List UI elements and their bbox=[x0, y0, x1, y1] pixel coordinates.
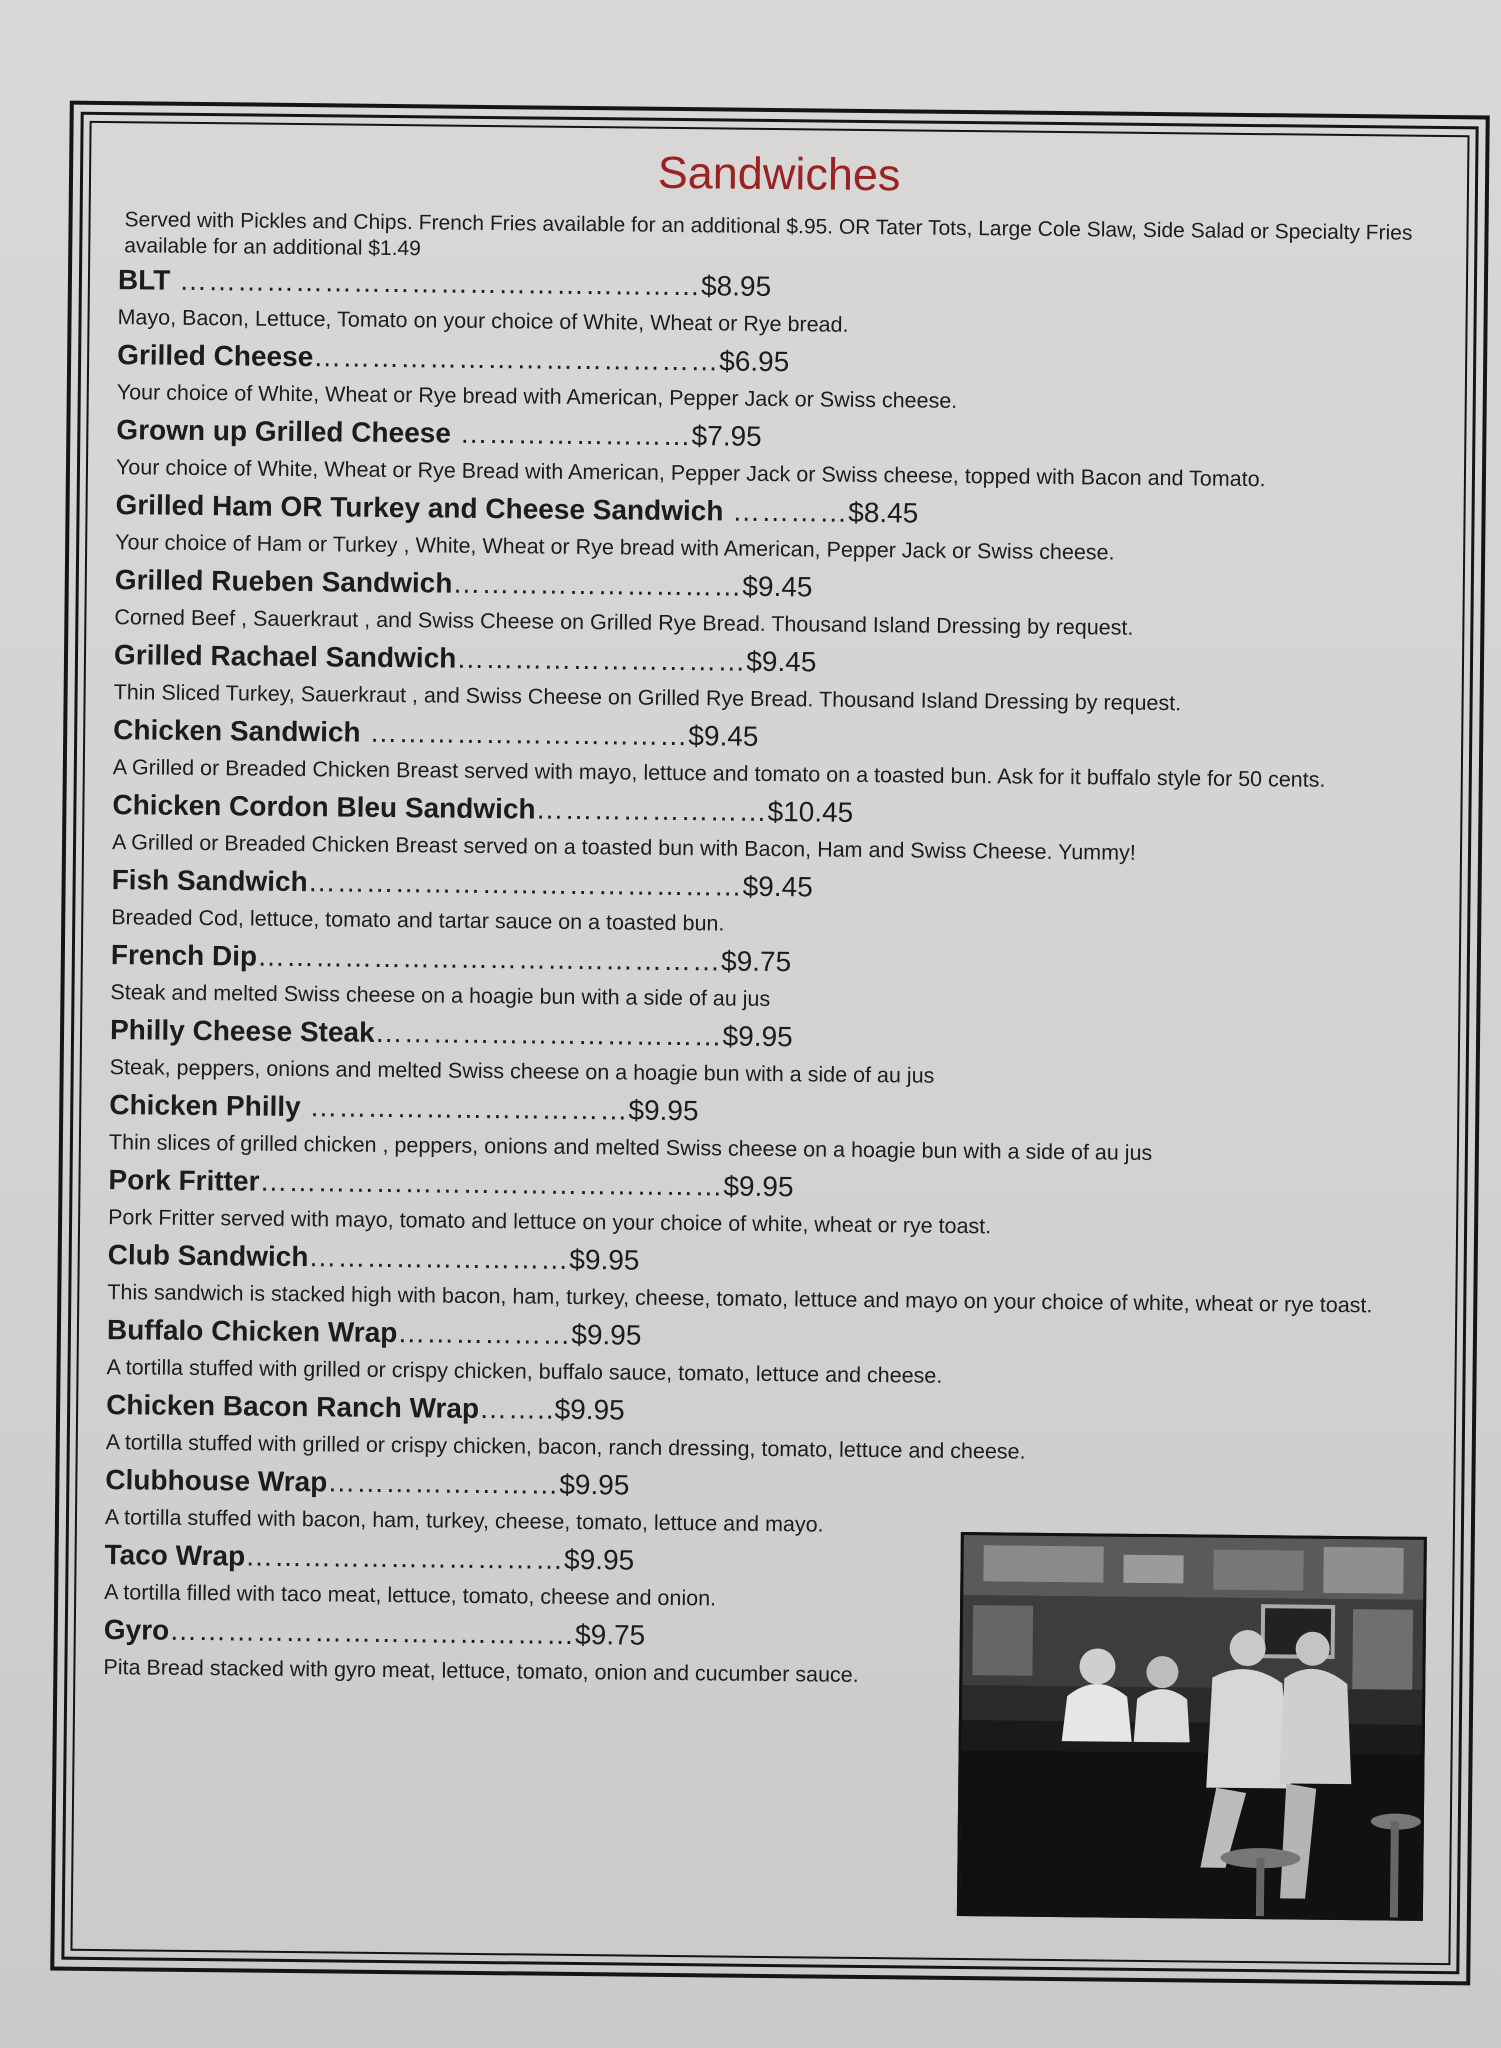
menu-item-price: $9.95 bbox=[569, 1243, 640, 1276]
menu-item-heading bbox=[107, 1313, 1427, 1361]
menu-item-leader-dots: …………………… bbox=[535, 793, 768, 827]
menu-item-description: Pita Bread stacked with gyro meat, lettuce, tomato, onion and cucumber sauce. bbox=[103, 1655, 859, 1687]
menu-item-price: $9.95 bbox=[722, 1020, 793, 1053]
menu-item-heading bbox=[105, 1463, 1425, 1511]
menu-item-name: Grilled Ham OR Turkey and Cheese Sandwich bbox=[115, 489, 724, 527]
menu-item-description: A tortilla stuffed with grilled or crispy chicken, bacon, ranch dressing, tomato, lettuce and cheese. bbox=[105, 1430, 1026, 1464]
menu-item-leader-dots: …………………………… bbox=[244, 1540, 565, 1575]
menu-item-leader-dots: …….. bbox=[478, 1392, 555, 1425]
menu-item-heading bbox=[115, 488, 1435, 536]
menu-title: Sandwiches bbox=[657, 146, 901, 201]
menu-item-name: Chicken Bacon Ranch Wrap bbox=[106, 1389, 480, 1424]
menu-item-price: $9.45 bbox=[742, 570, 813, 603]
menu-item-price: $8.45 bbox=[848, 496, 919, 529]
menu-item-name: Grown up Grilled Cheese bbox=[116, 414, 452, 449]
menu-item-name: Buffalo Chicken Wrap bbox=[106, 1314, 398, 1349]
menu-item bbox=[111, 863, 1432, 946]
menu-item bbox=[117, 263, 1438, 346]
menu-item-name: Fish Sandwich bbox=[111, 864, 308, 898]
menu-item-description: Your choice of White, Wheat or Rye bread with American, Pepper Jack or Swiss cheese. bbox=[116, 380, 958, 413]
menu-item-price: $9.45 bbox=[742, 870, 813, 903]
menu-item-description: Steak and melted Swiss cheese on a hoagie bun with a side of au jus bbox=[110, 980, 771, 1011]
menu-item-price: $9.45 bbox=[688, 720, 759, 752]
menu-item-leader-dots: …………………………………… bbox=[313, 341, 720, 377]
menu-item-name: BLT bbox=[117, 264, 171, 296]
menu-item-description: Pork Fritter served with mayo, tomato and lettuce on your choice of white, wheat or rye toast. bbox=[108, 1205, 992, 1239]
menu-item-description: Your choice of White, Wheat or Rye Bread with American, Pepper Jack or Swiss cheese, topped with Bacon and Tomato. bbox=[115, 455, 1266, 492]
menu-item-description: A Grilled or Breaded Chicken Breast served on a toasted bun with Bacon, Ham and Swiss Cheese. Yummy! bbox=[111, 830, 1136, 865]
menu-item-description: A tortilla filled with taco meat, lettuce, tomato, cheese and onion. bbox=[104, 1580, 717, 1611]
menu-item-description: Your choice of Ham or Turkey , White, Wheat or Rye bread with American, Pepper Jack or Swiss cheese. bbox=[115, 530, 1115, 565]
menu-item bbox=[107, 1238, 1428, 1321]
menu-item-price: $6.95 bbox=[719, 345, 790, 378]
menu-item-leader-dots: ……………………………………… bbox=[307, 866, 743, 902]
menu-item bbox=[108, 1163, 1429, 1246]
menu-item-leader-dots: ………………………… bbox=[452, 567, 743, 602]
menu-item-heading bbox=[110, 1013, 1430, 1061]
menu-item-name: Chicken Philly bbox=[109, 1089, 301, 1123]
menu-item-heading bbox=[108, 1238, 1428, 1286]
menu-item-description: Steak, peppers, onions and melted Swiss cheese on a hoagie bun with a side of au jus bbox=[109, 1055, 935, 1088]
menu-item-description: A Grilled or Breaded Chicken Breast served with mayo, lettuce and tomato on a toasted bun. Ask for it buffalo style for 50 cents. bbox=[112, 755, 1326, 792]
menu-item bbox=[114, 563, 1435, 646]
menu-item-name: Club Sandwich bbox=[107, 1239, 309, 1273]
menu-item-name: Philly Cheese Steak bbox=[109, 1014, 375, 1048]
menu-item-heading bbox=[116, 413, 1436, 461]
menu-item-price: $10.45 bbox=[767, 795, 854, 828]
menu-item bbox=[113, 638, 1434, 721]
menu-item-leader-dots: …………………………………… bbox=[169, 1614, 576, 1650]
menu-item-name: Chicken Cordon Bleu Sandwich bbox=[112, 789, 536, 825]
menu-item-leader-dots: ………………………………………… bbox=[256, 940, 722, 977]
menu-item-heading bbox=[111, 863, 1431, 911]
menu-item-price: $9.75 bbox=[720, 945, 792, 978]
menu-item bbox=[106, 1388, 1427, 1471]
menu-item-price: $7.95 bbox=[691, 420, 762, 452]
menu-item-name: Grilled Rueben Sandwich bbox=[114, 564, 453, 599]
menu-item-price: $9.95 bbox=[571, 1318, 642, 1351]
menu-item bbox=[105, 1463, 1426, 1546]
menu-item-name: Grilled Cheese bbox=[117, 339, 314, 373]
menu-item bbox=[117, 338, 1438, 421]
menu-item-description: Thin slices of grilled chicken , peppers, onions and melted Swiss cheese on a hoagie bun with a side of au jus bbox=[108, 1130, 1153, 1166]
menu-item-list bbox=[103, 263, 1438, 1696]
menu-item-leader-dots: ………… bbox=[723, 495, 849, 528]
menu-item-price: $9.45 bbox=[746, 645, 817, 678]
menu-item-leader-dots: …………………… bbox=[327, 1466, 560, 1500]
menu-item bbox=[112, 788, 1433, 871]
menu-item-heading bbox=[112, 788, 1432, 836]
menu-item-name: Taco Wrap bbox=[104, 1539, 246, 1572]
menu-item bbox=[115, 488, 1436, 571]
menu-item-name: Clubhouse Wrap bbox=[105, 1464, 328, 1498]
menu-item bbox=[106, 1313, 1427, 1396]
menu-item-leader-dots: …………………………… bbox=[300, 1091, 629, 1126]
menu-item-description: A tortilla stuffed with bacon, ham, turkey, cheese, tomato, lettuce and mayo. bbox=[104, 1505, 824, 1537]
menu-item-heading bbox=[108, 1163, 1428, 1211]
menu-item-leader-dots: ………………………… bbox=[456, 642, 747, 677]
menu-item-leader-dots: ……………… bbox=[397, 1317, 572, 1350]
menu-item-description: Mayo, Bacon, Lettuce, Tomato on your choice of White, Wheat or Rye bread. bbox=[117, 305, 849, 337]
menu-intro: Served with Pickles and Chips. French Fries available for an additional $.95. OR Tater Tots, Large Cole Slaw, Side Salad or Specialty Fries available for an additional $1.49 bbox=[124, 208, 1413, 261]
menu-item-leader-dots: ……………………… bbox=[308, 1241, 570, 1275]
menu-item-heading bbox=[117, 338, 1437, 386]
menu-item-heading bbox=[113, 713, 1433, 761]
menu-item-heading bbox=[111, 938, 1431, 986]
menu-item-price: $8.95 bbox=[700, 270, 772, 302]
menu-item-name: Grilled Rachael Sandwich bbox=[113, 639, 457, 674]
menu-item-price: $9.95 bbox=[559, 1468, 630, 1501]
menu-item-description: Thin Sliced Turkey, Sauerkraut , and Swiss Cheese on Grilled Rye Bread. Thousand Island Dressing by request. bbox=[113, 680, 1182, 716]
menu-item bbox=[110, 1013, 1431, 1096]
menu-item-name: French Dip bbox=[110, 939, 258, 972]
menu-item-description: A tortilla stuffed with grilled or crispy chicken, buffalo sauce, tomato, lettuce and cheese. bbox=[106, 1355, 943, 1388]
menu-item bbox=[116, 413, 1437, 496]
menu-item-description: This sandwich is stacked high with bacon, ham, turkey, cheese, tomato, lettuce and mayo on your choice of white, wheat or rye toast. bbox=[107, 1280, 1373, 1318]
menu-item-name: Chicken Sandwich bbox=[113, 714, 361, 748]
menu-item-leader-dots: …………………… bbox=[450, 417, 692, 452]
menu-item-price: $9.95 bbox=[563, 1543, 635, 1576]
menu-item-name: Pork Fritter bbox=[108, 1164, 260, 1197]
diner-counter-photo bbox=[957, 1532, 1427, 1921]
menu-item-heading bbox=[114, 638, 1434, 686]
menu-item-name: Gyro bbox=[103, 1614, 170, 1646]
menu-item bbox=[110, 938, 1431, 1021]
menu-item bbox=[113, 713, 1434, 796]
menu-item-leader-dots: ……………………………………………… bbox=[170, 264, 702, 302]
menu-item-price: $9.95 bbox=[554, 1393, 625, 1426]
menu-item-heading bbox=[109, 1088, 1429, 1136]
menu-item-leader-dots: ……………………………… bbox=[374, 1016, 723, 1052]
menu-item-description: Corned Beef , Sauerkraut , and Swiss Cheese on Grilled Rye Bread. Thousand Island Dressing by request. bbox=[114, 605, 1134, 640]
menu-item-price: $9.95 bbox=[628, 1094, 699, 1127]
menu-item bbox=[109, 1088, 1430, 1171]
menu-item-price: $9.75 bbox=[574, 1618, 646, 1651]
menu-item-leader-dots: …………………………… bbox=[360, 716, 689, 752]
menu-item-leader-dots: ………………………………………… bbox=[259, 1165, 724, 1202]
menu-item-heading bbox=[115, 563, 1435, 611]
menu-page bbox=[50, 101, 1490, 1986]
menu-item-description: Breaded Cod, lettuce, tomato and tartar sauce on a toasted bun. bbox=[111, 905, 725, 936]
menu-item-heading bbox=[106, 1388, 1426, 1436]
menu-item-price: $9.95 bbox=[723, 1170, 794, 1203]
